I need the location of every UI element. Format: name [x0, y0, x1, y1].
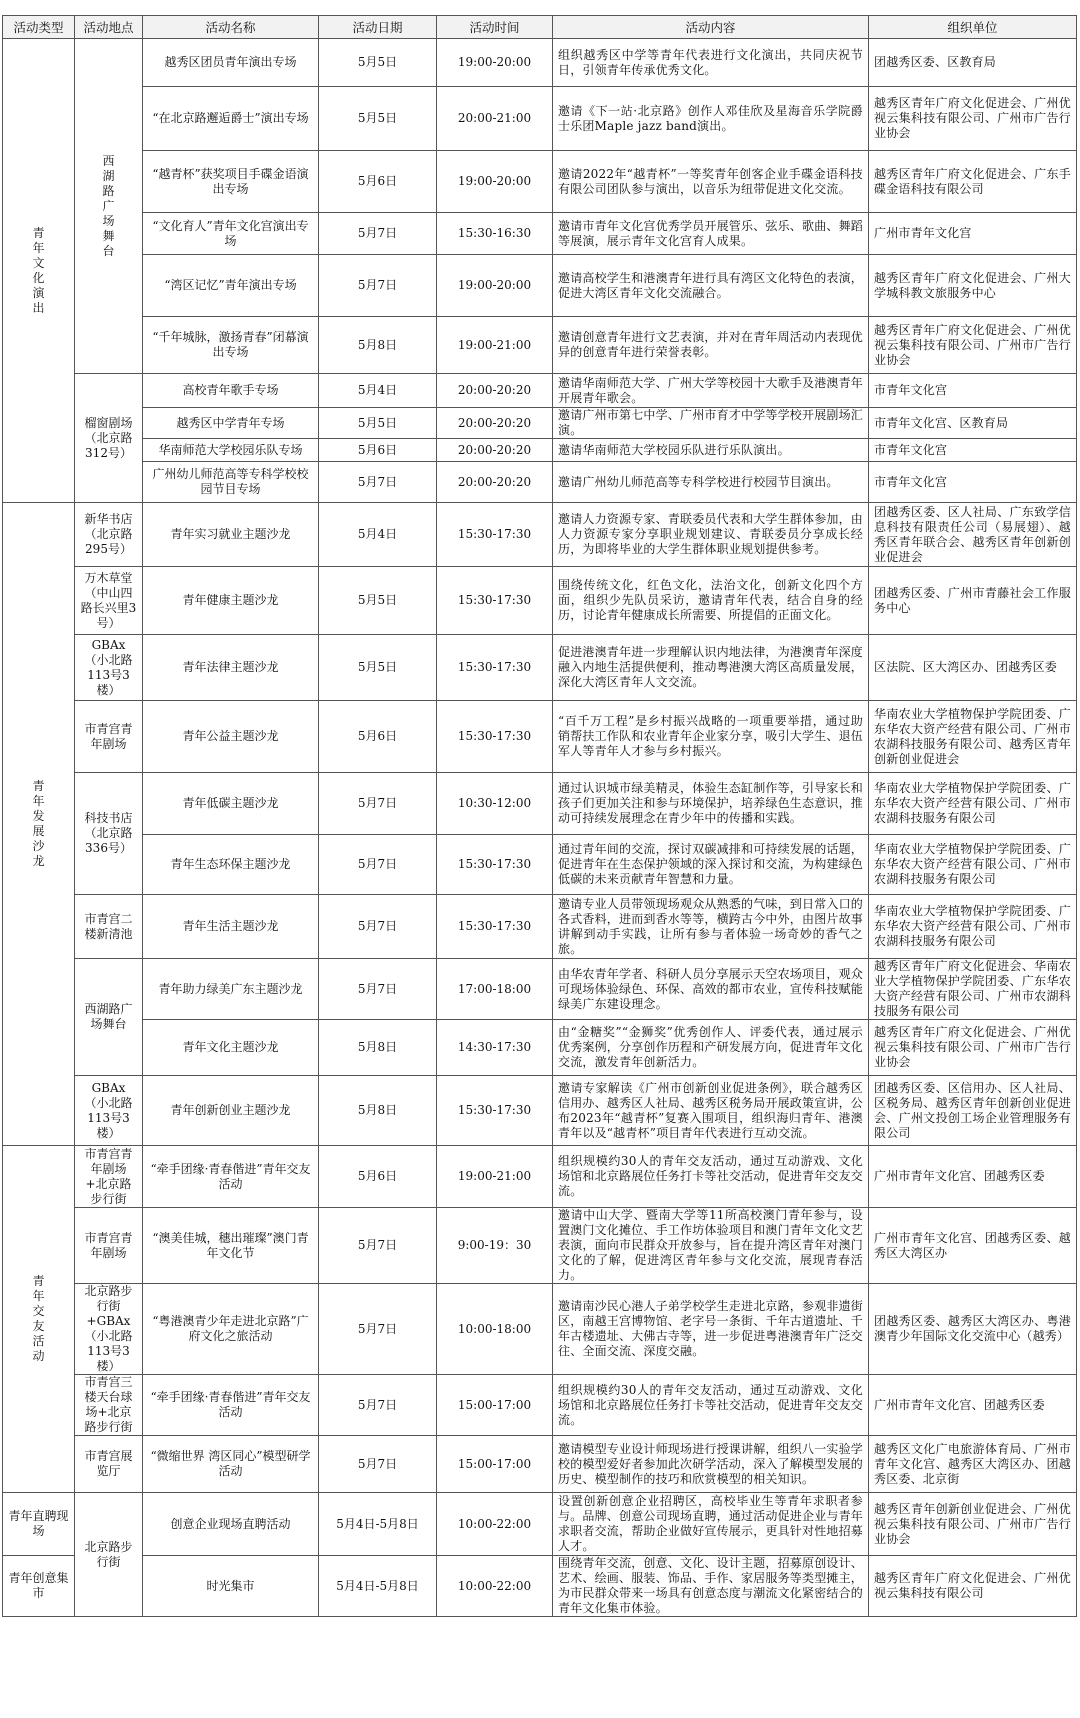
content-cell: 邀请市青年文化宫优秀学员开展管乐、弦乐、歌曲、舞蹈等展演，展示青年文化宫育人成果。	[553, 213, 869, 255]
content-cell: 组织规模约30人的青年交友活动，通过互动游戏、文化场馆和北京路展位任务打卡等社交活动，促进青年交友交流。	[553, 1146, 869, 1208]
venue-cell	[75, 1493, 143, 1617]
date-cell: 5月4日-5月8日	[319, 1493, 437, 1556]
header-type: 活动类型	[3, 16, 75, 39]
organizer-cell: 越秀区青年广府文化促进会、广东手碟金语科技有限公司	[869, 151, 1077, 213]
date-cell: 5月8日	[319, 1076, 437, 1146]
content-cell: 促进港澳青年进一步理解认识内地法律，为港澳青年深度融入内地生活提供便利，推动粤港澳大湾区高质量发展，深化大湾区青年人文交流。	[553, 635, 869, 701]
venue-cell	[75, 959, 143, 1076]
date-cell: 5月7日	[319, 835, 437, 895]
date-cell: 5月4日-5月8日	[319, 1556, 437, 1617]
activity-name-cell: 越秀区团员青年演出专场	[143, 39, 319, 87]
table-row	[3, 462, 1077, 503]
venue-cell	[75, 895, 143, 959]
activity-name-cell: 青年健康主题沙龙	[143, 567, 319, 635]
venue-cell	[75, 773, 143, 895]
venue-label: 北京路步行街+GBAx（小北路113号3楼）	[84, 1284, 133, 1373]
content-cell: 邀请广州幼儿师范高等专科学校进行校园节目演出。	[553, 462, 869, 503]
date-cell: 5月5日	[319, 87, 437, 151]
activity-name-cell: “湾区记忆”青年演出专场	[143, 255, 319, 317]
content-cell: “百千万工程”是乡村振兴战略的一项重要举措，通过助销帮扶工作队和农业青年企业家分享，吸引大学生、退伍军人等青年人才参与乡村振兴。	[553, 701, 869, 773]
organizer-cell: 广州市青年文化宫	[869, 213, 1077, 255]
table-row	[3, 701, 1077, 773]
table-row	[3, 374, 1077, 408]
header-name: 活动名称	[143, 16, 319, 39]
organizer-cell: 越秀区青年广府文化促进会、广州优视云集科技有限公司、广州市广告行业协会	[869, 87, 1077, 151]
table-row	[3, 1076, 1077, 1146]
time-cell: 10:00-22:00	[437, 1493, 553, 1556]
content-cell: 邀请专业人员带领现场观众从熟悉的气味，到日常入口的各式香料，进而到香水等等，横跨古今中外，由图片故事讲解到动手实践，让所有参与者体验一场奇妙的香气之旅。	[553, 895, 869, 959]
organizer-cell: 广州市青年文化宫、团越秀区委、越秀区大湾区办	[869, 1208, 1077, 1284]
content-cell: 邀请《下一站·北京路》创作人邓佳欣及星海音乐学院爵士乐团Maple jazz band演出。	[553, 87, 869, 151]
venue-label: 市青宫展览厅	[84, 1449, 133, 1478]
date-cell: 5月7日	[319, 895, 437, 959]
table-row	[3, 1284, 1077, 1375]
activity-name-cell: “文化育人”青年文化宫演出专场	[143, 213, 319, 255]
time-cell: 15:30-17:30	[437, 503, 553, 567]
venue-label: 市青宫青年剧场	[84, 721, 133, 751]
date-cell: 5月7日	[319, 462, 437, 503]
date-cell: 5月4日	[319, 374, 437, 408]
organizer-cell: 团越秀区委、广州市青藤社会工作服务中心	[869, 567, 1077, 635]
organizer-cell: 团越秀区委、区人社局、广东致学信息科技有限责任公司（易展翅）、越秀区青年联合会、越秀区青年创新创业促进会	[869, 503, 1077, 567]
header-organizer: 组织单位	[869, 16, 1077, 39]
time-cell: 15:00-17:00	[437, 1375, 553, 1436]
activity-name-cell: 青年助力绿美广东主题沙龙	[143, 959, 319, 1020]
table-row	[3, 255, 1077, 317]
time-cell: 15:00-17:00	[437, 1436, 553, 1493]
table-row	[3, 835, 1077, 895]
activity-name-cell: 华南师范大学校园乐队专场	[143, 439, 319, 462]
date-cell: 5月7日	[319, 1284, 437, 1375]
organizer-cell: 越秀区青年创新创业促进会、广州优视云集科技有限公司、广州市广告行业协会	[869, 1493, 1077, 1556]
activity-name-cell: “微缩世界 湾区同心”模型研学活动	[143, 1436, 319, 1493]
header-time: 活动时间	[437, 16, 553, 39]
header-venue: 活动地点	[75, 16, 143, 39]
activity-name-cell: “千年城脉，激扬青春”闭幕演出专场	[143, 317, 319, 374]
table-row	[3, 1436, 1077, 1493]
venue-cell	[75, 1146, 143, 1208]
table-row	[3, 317, 1077, 374]
time-cell: 17:00-18:00	[437, 959, 553, 1020]
table-row	[3, 39, 1077, 87]
organizer-cell: 广州市青年文化宫、团越秀区委	[869, 1146, 1077, 1208]
activity-name-cell: 时光集市	[143, 1556, 319, 1617]
activity-name-cell: 青年公益主题沙龙	[143, 701, 319, 773]
activity-name-cell: 青年创新创业主题沙龙	[143, 1076, 319, 1146]
table-header-row	[3, 16, 1077, 39]
organizer-cell: 越秀区青年广府文化促进会、广州优视云集科技有限公司、广州市广告行业协会	[869, 317, 1077, 374]
table-row	[3, 773, 1077, 835]
date-cell: 5月5日	[319, 635, 437, 701]
time-cell: 10:00-22:00	[437, 1556, 553, 1617]
venue-cell	[75, 39, 143, 374]
date-cell: 5月6日	[319, 439, 437, 462]
time-cell: 15:30-16:30	[437, 213, 553, 255]
time-cell: 15:30-17:30	[437, 635, 553, 701]
activity-type-label: 青年创意集市	[8, 1571, 69, 1600]
organizer-cell: 市青年文化宫	[869, 462, 1077, 503]
venue-label: 榴窗剧场（北京路312号）	[84, 415, 133, 460]
activity-type-cell	[3, 39, 75, 503]
venue-cell	[75, 1076, 143, 1146]
organizer-cell: 市青年文化宫	[869, 374, 1077, 408]
time-cell: 9:00-19：30	[437, 1208, 553, 1284]
activity-name-cell: 青年实习就业主题沙龙	[143, 503, 319, 567]
date-cell: 5月7日	[319, 255, 437, 317]
venue-cell	[75, 1436, 143, 1493]
time-cell: 15:30-17:30	[437, 895, 553, 959]
venue-label: GBAx（小北路113号3楼）	[84, 637, 133, 697]
date-cell: 5月7日	[319, 1208, 437, 1284]
content-cell: 围绕青年交流，创意、文化、设计主题，招募原创设计、艺术、绘画、服装、饰品、手作、家居服务等类型摊主，为市民群众带来一场具有创意态度与潮流文化紧密结合的青年文化集市体验。	[553, 1556, 869, 1617]
venue-label: 西湖路广场舞台	[102, 153, 115, 258]
activity-name-cell: 青年生态环保主题沙龙	[143, 835, 319, 895]
table-row	[3, 439, 1077, 462]
organizer-cell: 越秀区青年广府文化促进会、广州大学城科教文旅服务中心	[869, 255, 1077, 317]
content-cell: 邀请人力资源专家、青联委员代表和大学生群体参加，由人力资源专家分享职业规划建议、青联委员分享成长经历，为即将毕业的大学生群体职业规划提供参考。	[553, 503, 869, 567]
venue-label: 市青宫二楼新清池	[84, 911, 133, 941]
date-cell: 5月7日	[319, 213, 437, 255]
table-row	[3, 895, 1077, 959]
content-cell: 组织规模约30人的青年交友活动，通过互动游戏、文化场馆和北京路展位任务打卡等社交活动，促进青年交友交流。	[553, 1375, 869, 1436]
table-row	[3, 567, 1077, 635]
organizer-cell: 广州市青年文化宫、团越秀区委	[869, 1375, 1077, 1436]
venue-cell	[75, 635, 143, 701]
content-cell: 组织越秀区中学等青年代表进行文化演出，共同庆祝节日，引领青年传承优秀文化。	[553, 39, 869, 87]
time-cell: 15:30-17:30	[437, 1076, 553, 1146]
organizer-cell: 市青年文化宫、区教育局	[869, 408, 1077, 439]
table-row	[3, 1493, 1077, 1556]
time-cell: 19:00-20:00	[437, 255, 553, 317]
activity-name-cell: “牵手团缘·青春偕进”青年交友活动	[143, 1146, 319, 1208]
content-cell: 邀请模型专业设计师现场进行授课讲解，组织八一实验学校的模型爱好者参加此次研学活动，深入了解模型发展的历史、模型制作的技巧和欣赏模型的相关知识。	[553, 1436, 869, 1493]
date-cell: 5月5日	[319, 567, 437, 635]
activity-name-cell: 越秀区中学青年专场	[143, 408, 319, 439]
table-row	[3, 503, 1077, 567]
content-cell: 邀请创意青年进行文艺表演，并对在青年周活动内表现优异的创意青年进行荣誉表彰。	[553, 317, 869, 374]
header-date: 活动日期	[319, 16, 437, 39]
venue-label: 北京路步行街	[84, 1539, 133, 1569]
time-cell: 20:00-20:20	[437, 374, 553, 408]
venue-cell	[75, 1208, 143, 1284]
date-cell: 5月5日	[319, 408, 437, 439]
activity-name-cell: 青年低碳主题沙龙	[143, 773, 319, 835]
time-cell: 14:30-17:30	[437, 1020, 553, 1076]
header-content: 活动内容	[553, 16, 869, 39]
date-cell: 5月8日	[319, 1020, 437, 1076]
activity-name-cell: 创意企业现场直聘活动	[143, 1493, 319, 1556]
organizer-cell: 越秀区文化广电旅游体育局、广州市青年文化宫、越秀区大湾区办、团越秀区委、北京街	[869, 1436, 1077, 1493]
venue-label: 新华书店（北京路295号）	[84, 512, 133, 556]
table-row	[3, 1020, 1077, 1076]
organizer-cell: 越秀区青年广府文化促进会、广州优视云集科技有限公司	[869, 1556, 1077, 1617]
organizer-cell: 华南农业大学植物保护学院团委、广东华农大资产经营有限公司、广州市农湖科技服务有限公司	[869, 895, 1077, 959]
organizer-cell: 华南农业大学植物保护学院团委、广东华农大资产经营有限公司、广州市农湖科技服务有限公司、越秀区青年创新创业促进会	[869, 701, 1077, 773]
venue-cell	[75, 1284, 143, 1375]
time-cell: 20:00-20:20	[437, 462, 553, 503]
date-cell: 5月8日	[319, 317, 437, 374]
activity-schedule-table	[2, 15, 1077, 1617]
content-cell: 邀请华南师范大学校园乐队进行乐队演出。	[553, 439, 869, 462]
venue-cell	[75, 567, 143, 635]
venue-cell	[75, 374, 143, 503]
date-cell: 5月5日	[319, 39, 437, 87]
date-cell: 5月7日	[319, 773, 437, 835]
activity-name-cell: “在北京路邂逅爵士”演出专场	[143, 87, 319, 151]
time-cell: 15:30-17:30	[437, 567, 553, 635]
content-cell: 邀请华南师范大学、广州大学等校园十大歌手及港澳青年开展青年歌会。	[553, 374, 869, 408]
organizer-cell: 团越秀区委、越秀区大湾区办、粤港澳青少年国际文化交流中心（越秀）	[869, 1284, 1077, 1375]
activity-type-label: 青年直聘现场	[8, 1509, 69, 1538]
organizer-cell: 华南农业大学植物保护学院团委、广东华农大资产经营有限公司、广州市农湖科技服务有限公司	[869, 773, 1077, 835]
content-cell: 通过青年间的交流，探讨双碳减排和可持续发展的话题，促进青年在生态保护领域的深入探讨和交流，为构建绿色低碳的未来贡献青年智慧和力量。	[553, 835, 869, 895]
date-cell: 5月7日	[319, 1436, 437, 1493]
venue-label: 市青宫三楼天台球场+北京路步行街	[84, 1375, 133, 1434]
time-cell: 19:00-20:00	[437, 151, 553, 213]
table-row	[3, 213, 1077, 255]
time-cell: 19:00-21:00	[437, 317, 553, 374]
activity-type-cell	[3, 1146, 75, 1493]
time-cell: 20:00-20:20	[437, 408, 553, 439]
venue-cell	[75, 1375, 143, 1436]
organizer-cell: 市青年文化宫	[869, 439, 1077, 462]
time-cell: 10:00-18:00	[437, 1284, 553, 1375]
time-cell: 20:00-20:20	[437, 439, 553, 462]
activity-type-cell	[3, 1556, 75, 1617]
time-cell: 10:30-12:00	[437, 773, 553, 835]
activity-name-cell: 青年文化主题沙龙	[143, 1020, 319, 1076]
venue-cell	[75, 503, 143, 567]
table-row	[3, 1208, 1077, 1284]
content-cell: 设置创新创意企业招聘区，高校毕业生等青年求职者参与。品牌、创意公司现场直聘，通过活动促进企业与青年求职者交流，帮助企业做好宣传展示，更具针对性地招募人才。	[553, 1493, 869, 1556]
venue-label: 万木草堂（中山四路长兴里3号）	[80, 570, 137, 630]
time-cell: 15:30-17:30	[437, 835, 553, 895]
date-cell: 5月6日	[319, 151, 437, 213]
activity-type-label: 青年发展沙龙	[32, 779, 45, 868]
date-cell: 5月6日	[319, 701, 437, 773]
content-cell: 围绕传统文化，红色文化，法治文化，创新文化四个方面，组织少先队员采访，邀请青年代表，结合自身的经历，讨论青年健康成长所需要、所提倡的正面文化。	[553, 567, 869, 635]
organizer-cell: 团越秀区委、区信用办、区人社局、区税务局、越秀区青年创新创业促进会、广州文投创工场企业管理服务有限公司	[869, 1076, 1077, 1146]
table-row	[3, 959, 1077, 1020]
venue-label: 市青宫青年剧场	[84, 1230, 133, 1260]
content-cell: 邀请2022年“越青杯”一等奖青年创客企业手碟金语科技有限公司团队参与演出，以音乐为纽带促进文化交流。	[553, 151, 869, 213]
date-cell: 5月7日	[319, 959, 437, 1020]
content-cell: 通过认识城市绿美精灵，体验生态缸制作等，引导家长和孩子们更加关注和参与环境保护，培养绿色生态意识，推动可持续发展理念在青少年中的传播和实践。	[553, 773, 869, 835]
organizer-cell: 越秀区青年广府文化促进会、广州优视云集科技有限公司、广州市广告行业协会	[869, 1020, 1077, 1076]
time-cell: 15:30-17:30	[437, 701, 553, 773]
date-cell: 5月4日	[319, 503, 437, 567]
content-cell: 邀请中山大学、暨南大学等11所高校澳门青年参与，设置澳门文化摊位、手工作坊体验项目和澳门青年文化文艺表演，面向市民群众开放参与，旨在提升湾区青年对澳门文化的了解，促进湾区青年参与文化交流，展现青春活力。	[553, 1208, 869, 1284]
activity-name-cell: 广州幼儿师范高等专科学校校园节目专场	[143, 462, 319, 503]
content-cell: 邀请南沙民心港人子弟学校学生走进北京路，参观非遗街区，南越王宫博物馆、老字号一条街、千年古道遗址、千年古楼遗址、大佛古寺等，进一步促进粤港澳青年广泛交往、全面交流、深度交融。	[553, 1284, 869, 1375]
organizer-cell: 华南农业大学植物保护学院团委、广东华农大资产经营有限公司、广州市农湖科技服务有限公司	[869, 835, 1077, 895]
time-cell: 20:00-21:00	[437, 87, 553, 151]
time-cell: 19:00-20:00	[437, 39, 553, 87]
table-row	[3, 87, 1077, 151]
time-cell: 19:00-21:00	[437, 1146, 553, 1208]
activity-name-cell: “澳美佳城，穗出璀璨”澳门青年文化节	[143, 1208, 319, 1284]
date-cell: 5月6日	[319, 1146, 437, 1208]
table-row	[3, 1375, 1077, 1436]
table-row	[3, 408, 1077, 439]
activity-name-cell: 青年生活主题沙龙	[143, 895, 319, 959]
table-row	[3, 1556, 1077, 1617]
venue-label: 市青宫青年剧场+北京路步行街	[84, 1146, 133, 1206]
activity-type-cell	[3, 1493, 75, 1556]
content-cell: 邀请高校学生和港澳青年进行具有湾区文化特色的表演，促进大湾区青年文化交流融合。	[553, 255, 869, 317]
table-body	[3, 39, 1077, 1617]
activity-name-cell: “越青杯”获奖项目手碟金语演出专场	[143, 151, 319, 213]
activity-type-label: 青年文化演出	[32, 225, 45, 315]
activity-name-cell: 青年法律主题沙龙	[143, 635, 319, 701]
activity-type-label: 青年交友活动	[32, 1274, 45, 1363]
date-cell: 5月7日	[319, 1375, 437, 1436]
activity-name-cell: “牵手团缘·青春偕进”青年交友活动	[143, 1375, 319, 1436]
organizer-cell: 区法院、区大湾区办、团越秀区委	[869, 635, 1077, 701]
table-row	[3, 635, 1077, 701]
organizer-cell: 越秀区青年广府文化促进会、华南农业大学植物保护学院团委、广东华农大资产经营有限公司、广州市农湖科技服务有限公司	[869, 959, 1077, 1020]
content-cell: 邀请广州市第七中学、广州市育才中学等学校开展剧场汇演。	[553, 408, 869, 439]
table-row	[3, 1146, 1077, 1208]
activity-type-cell	[3, 503, 75, 1146]
venue-label: 科技书店（北京路336号）	[84, 811, 133, 855]
activity-name-cell: 高校青年歌手专场	[143, 374, 319, 408]
venue-label: 西湖路广场舞台	[84, 1002, 133, 1031]
activity-name-cell: “粤港澳青少年走进北京路”广府文化之旅活动	[143, 1284, 319, 1375]
venue-label: GBAx（小北路113号3楼）	[84, 1080, 133, 1140]
table-row	[3, 151, 1077, 213]
content-cell: 由“金糖奖”“金狮奖”优秀创作人、评委代表，通过展示优秀案例，分享创作历程和产研发展方向，促进青年文化交流，激发青年创新活力。	[553, 1020, 869, 1076]
venue-cell	[75, 701, 143, 773]
content-cell: 由华农青年学者、科研人员分享展示天空农场项目，观众可现场体验绿色、环保、高效的都市农业，宣传科技赋能绿美广东建设理念。	[553, 959, 869, 1020]
organizer-cell: 团越秀区委、区教育局	[869, 39, 1077, 87]
content-cell: 邀请专家解读《广州市创新创业促进条例》，联合越秀区信用办、越秀区人社局、越秀区税务局开展政策宣讲，公布2023年“越青杯”复赛入围项目，组织海归青年、港澳青年以及“越青杯”项目青年代表进行互动交流。	[553, 1076, 869, 1146]
